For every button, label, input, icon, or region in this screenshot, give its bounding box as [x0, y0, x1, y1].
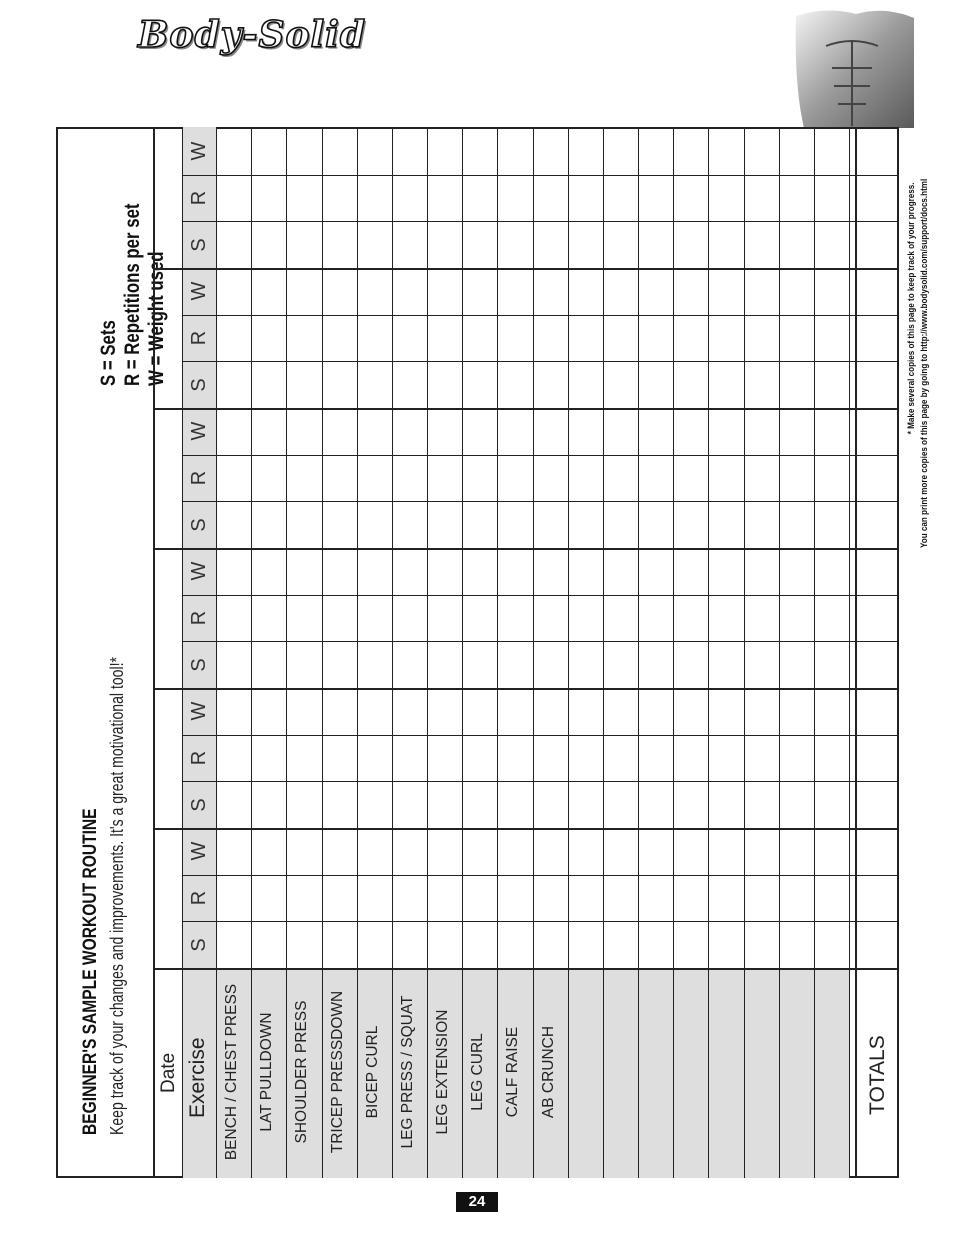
grid-hline [182, 175, 897, 176]
column-letter: R [188, 610, 210, 626]
column-letter: W [188, 281, 210, 301]
body-solid-logo: Body-Solid [138, 14, 367, 56]
legend [97, 203, 169, 386]
grid-vline [153, 127, 155, 1178]
column-letter: S [188, 517, 210, 532]
grid-vline [251, 127, 252, 1178]
column-letter: R [188, 750, 210, 766]
grid-vline [638, 127, 639, 1178]
column-letter: W [188, 141, 210, 161]
grid-vline [427, 127, 428, 1178]
grid-vline [855, 127, 857, 1178]
legend-reps: R = Repetitions per set [121, 203, 144, 386]
legend-weight: W = Weight used [145, 251, 168, 386]
grid-vline [744, 127, 745, 1178]
grid-vline [322, 127, 323, 1178]
date-label: Date [158, 1052, 179, 1093]
column-letter: W [188, 841, 210, 861]
grid-vline [357, 127, 358, 1178]
exercise-row-label: LEG PRESS / SQUAT [398, 995, 416, 1149]
grid-hline [153, 408, 897, 410]
grid-hline [182, 921, 897, 922]
footnote-line-1: * Make several copies of this page to keep track of your progress. [906, 182, 917, 435]
grid-hline [153, 968, 897, 970]
totals-label: TOTALS [866, 1035, 889, 1115]
grid-vline [286, 127, 287, 1178]
column-letter: S [188, 797, 210, 812]
grid-hline [182, 361, 897, 362]
grid-hline [182, 781, 897, 782]
grid-hline [182, 641, 897, 642]
grid-hline [182, 501, 897, 502]
grid-hline [153, 268, 897, 270]
grid-vline [533, 127, 534, 1178]
exercise-row-label: CALF RAISE [504, 1026, 522, 1118]
column-letter: S [188, 237, 210, 252]
footnote-line-2: You can print more copies of this page by going to http://www.bodysolid.com/support/docs.html [919, 178, 930, 548]
grid-hline [182, 595, 897, 596]
column-letter: R [188, 330, 210, 346]
footnote [905, 178, 931, 548]
exercise-label: Exercise [186, 1037, 209, 1118]
grid-hline [153, 548, 897, 550]
column-letter: W [188, 701, 210, 721]
grid-vline [462, 127, 463, 1178]
grid-vline [182, 127, 183, 1178]
exercise-row-label: BENCH / CHEST PRESS [223, 983, 240, 1161]
grid-vline [603, 127, 604, 1178]
grid-vline [708, 127, 709, 1178]
column-letter: R [188, 890, 210, 906]
exercise-row-label: SHOULDER PRESS [293, 1000, 311, 1144]
page-subtitle: Keep track of your changes and improvements. It's a great motivational tool!* [107, 657, 127, 1135]
column-letter: S [188, 377, 210, 392]
grid-hline [153, 688, 897, 690]
exercise-row-label: BICEP CURL [363, 1025, 381, 1119]
column-letter: R [188, 470, 210, 486]
column-letter: W [188, 561, 210, 581]
legend-sets: S = Sets [97, 320, 120, 386]
grid-hline [153, 828, 897, 830]
grid-hline [182, 735, 897, 736]
grid-vline [392, 127, 393, 1178]
grid-vline [497, 127, 498, 1178]
grid-vline [673, 127, 674, 1178]
grid-vline [779, 127, 780, 1178]
grid-vline [814, 127, 815, 1178]
column-letter: R [188, 190, 210, 206]
exercise-row-label: LEG EXTENSION [434, 1009, 451, 1135]
page-title: BEGINNER'S SAMPLE WORKOUT ROUTINE [80, 808, 101, 1135]
grid-hline [182, 455, 897, 456]
grid-vline [216, 127, 217, 1178]
grid-vline [849, 127, 850, 1178]
grid-vline [568, 127, 569, 1178]
column-letter: S [188, 657, 210, 672]
grid-hline [182, 315, 897, 316]
exercise-row-label: AB CRUNCH [539, 1025, 557, 1119]
column-letter: S [188, 937, 210, 952]
page-number: 24 [456, 1192, 498, 1212]
exercise-row-label: LAT PULLDOWN [258, 1012, 276, 1132]
column-letter: W [188, 421, 210, 441]
grid-hline [182, 875, 897, 876]
exercise-row-label: TRICEP PRESSDOWN [328, 990, 346, 1154]
grid-hline [182, 221, 897, 222]
exercise-row-label: LEG CURL [469, 1033, 487, 1111]
muscle-torso-photo [786, 6, 918, 128]
